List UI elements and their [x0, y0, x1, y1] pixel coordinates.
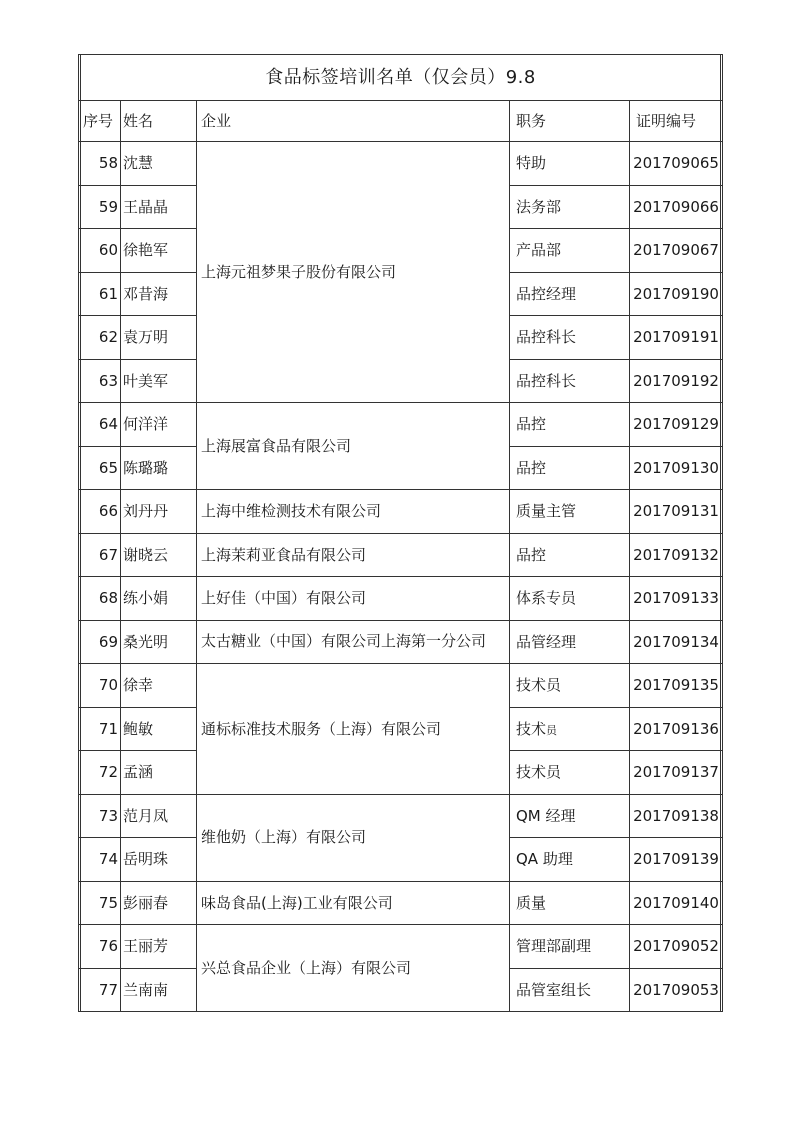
row-no: 58: [79, 142, 121, 186]
row-name: 王晶晶: [121, 185, 197, 229]
row-enterprise: 上海茉莉亚食品有限公司: [197, 533, 510, 577]
row-enterprise: 上好佳（中国）有限公司: [197, 577, 510, 621]
page-frame: [80, 54, 721, 1012]
row-no: 69: [79, 620, 121, 664]
row-enterprise: 上海中维检测技术有限公司: [197, 490, 510, 534]
row-no: 66: [79, 490, 121, 534]
row-name: 练小娟: [121, 577, 197, 621]
row-certificate: 201709052: [630, 925, 723, 969]
row-position-small: 员: [546, 723, 558, 737]
row-name: 桑光明: [121, 620, 197, 664]
row-position: 品控经理: [510, 272, 630, 316]
row-position: 特助: [510, 142, 630, 186]
row-position: 品控: [510, 446, 630, 490]
row-certificate: 201709065: [630, 142, 723, 186]
row-certificate: 201709139: [630, 838, 723, 882]
row-certificate: 201709135: [630, 664, 723, 708]
row-enterprise: 维他奶（上海）有限公司: [197, 794, 510, 881]
row-name: 徐幸: [121, 664, 197, 708]
row-certificate: 201709129: [630, 403, 723, 447]
row-name: 何洋洋: [121, 403, 197, 447]
row-certificate: 201709132: [630, 533, 723, 577]
row-position: 体系专员: [510, 577, 630, 621]
row-certificate: 201709131: [630, 490, 723, 534]
row-name: 沈慧: [121, 142, 197, 186]
row-certificate: 201709137: [630, 751, 723, 795]
header-no: 序号: [79, 101, 121, 142]
row-enterprise: 兴总食品企业（上海）有限公司: [197, 925, 510, 1012]
row-name: 岳明珠: [121, 838, 197, 882]
row-name: 兰南南: [121, 968, 197, 1012]
row-no: 77: [79, 968, 121, 1012]
row-enterprise: 上海元祖梦果子股份有限公司: [197, 142, 510, 403]
row-enterprise: 太古糖业（中国）有限公司上海第一分公司: [197, 620, 510, 664]
row-position: 法务部: [510, 185, 630, 229]
row-no: 65: [79, 446, 121, 490]
row-position: 品控: [510, 403, 630, 447]
row-name: 陈璐璐: [121, 446, 197, 490]
row-certificate: 201709053: [630, 968, 723, 1012]
row-certificate: 201709138: [630, 794, 723, 838]
row-certificate: 201709133: [630, 577, 723, 621]
table-title: 食品标签培训名单（仅会员）9.8: [79, 55, 723, 101]
row-position: 管理部副理: [510, 925, 630, 969]
row-certificate: 201709190: [630, 272, 723, 316]
row-position: QM 经理: [510, 794, 630, 838]
row-no: 63: [79, 359, 121, 403]
header-position: 职务: [510, 101, 630, 142]
row-position: 品控: [510, 533, 630, 577]
row-position: 品控科长: [510, 359, 630, 403]
header-certificate: 证明编号: [630, 101, 723, 142]
row-position: QA 助理: [510, 838, 630, 882]
row-no: 62: [79, 316, 121, 360]
header-enterprise: 企业: [197, 101, 510, 142]
row-no: 75: [79, 881, 121, 925]
row-certificate: 201709191: [630, 316, 723, 360]
row-no: 73: [79, 794, 121, 838]
header-name: 姓名: [121, 101, 197, 142]
row-enterprise: 通标标准技术服务（上海）有限公司: [197, 664, 510, 795]
row-no: 60: [79, 229, 121, 273]
row-name: 王丽芳: [121, 925, 197, 969]
row-certificate: 201709192: [630, 359, 723, 403]
row-name: 谢晓云: [121, 533, 197, 577]
row-name: 彭丽春: [121, 881, 197, 925]
row-position: 品管室组长: [510, 968, 630, 1012]
row-name: 袁万明: [121, 316, 197, 360]
row-name: 叶美军: [121, 359, 197, 403]
row-position-main: 技术: [516, 719, 547, 738]
row-certificate: 201709130: [630, 446, 723, 490]
row-no: 59: [79, 185, 121, 229]
row-name: 徐艳军: [121, 229, 197, 273]
row-certificate: 201709067: [630, 229, 723, 273]
row-certificate: 201709140: [630, 881, 723, 925]
row-no: 76: [79, 925, 121, 969]
row-position: 产品部: [510, 229, 630, 273]
row-name: 孟涵: [121, 751, 197, 795]
row-position: 技术员: [510, 751, 630, 795]
row-certificate: 201709136: [630, 707, 723, 751]
row-certificate: 201709066: [630, 185, 723, 229]
row-name: 邓昔海: [121, 272, 197, 316]
row-no: 68: [79, 577, 121, 621]
row-no: 74: [79, 838, 121, 882]
row-certificate: 201709134: [630, 620, 723, 664]
row-name: 鲍敏: [121, 707, 197, 751]
row-no: 61: [79, 272, 121, 316]
row-position: 质量: [510, 881, 630, 925]
row-enterprise: 味岛食品(上海)工业有限公司: [197, 881, 510, 925]
row-enterprise: 上海展富食品有限公司: [197, 403, 510, 490]
row-no: 64: [79, 403, 121, 447]
row-position: 质量主管: [510, 490, 630, 534]
row-name: 范月凤: [121, 794, 197, 838]
row-position: 品控科长: [510, 316, 630, 360]
row-position: 品管经理: [510, 620, 630, 664]
row-no: 71: [79, 707, 121, 751]
row-position: 技术员: [510, 664, 630, 708]
row-no: 70: [79, 664, 121, 708]
row-no: 67: [79, 533, 121, 577]
row-no: 72: [79, 751, 121, 795]
row-name: 刘丹丹: [121, 490, 197, 534]
